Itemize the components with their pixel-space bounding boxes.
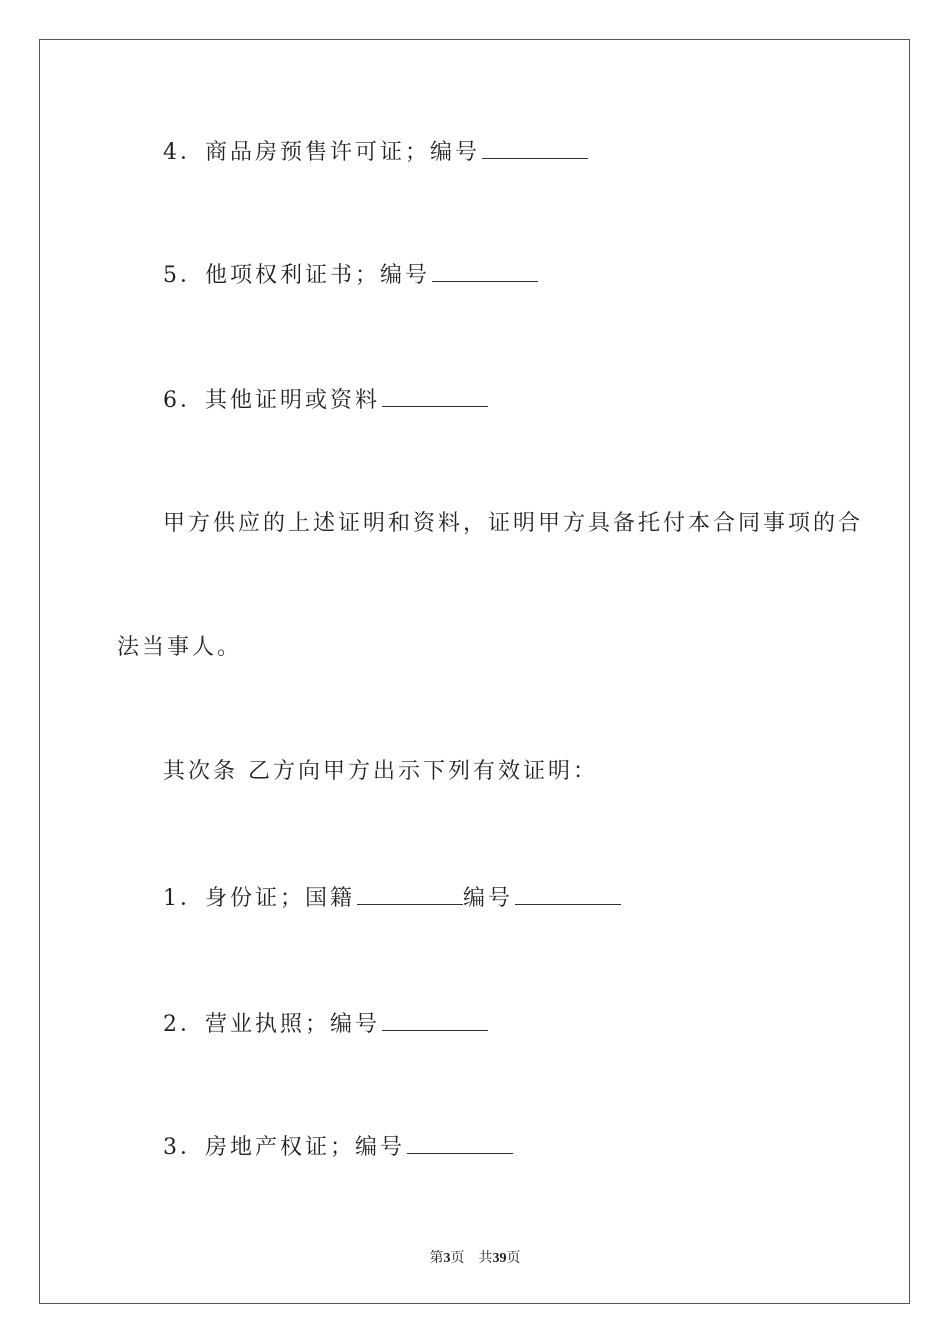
fill-blank[interactable]: [382, 1008, 488, 1031]
fill-blank[interactable]: [382, 384, 488, 407]
item-other-proof-text: 6．其他证明或资料: [163, 388, 380, 413]
page-footer: [0, 1247, 950, 1267]
paragraph-text: 甲方供应的上述证明和资料，证明甲方具备托付本合同事项的合: [163, 511, 864, 536]
item-property-cert-text: 3．房地产权证；编号: [163, 1135, 405, 1160]
item-business-license-text: 2．营业执照；编号: [163, 1012, 380, 1037]
footer-total-pages: 39: [492, 1251, 507, 1266]
article-heading: [163, 758, 598, 786]
item-other-rights-cert-text: 5．他项权利证书；编号: [163, 263, 430, 288]
item-id-card-text: 1．身份证；国籍: [163, 886, 355, 911]
footer-page-number: 3: [443, 1251, 451, 1266]
footer-page-suffix: 页: [450, 1251, 465, 1266]
item-property-cert: [163, 1131, 513, 1162]
fill-blank-nationality[interactable]: [357, 882, 463, 905]
paragraph-text: 法当事人。: [117, 635, 243, 660]
fill-blank[interactable]: [482, 136, 588, 159]
paragraph-line-2: [117, 634, 242, 662]
item-other-rights-cert: [163, 259, 538, 290]
footer-total-suffix: 页: [506, 1251, 521, 1266]
fill-blank[interactable]: [432, 259, 538, 282]
footer-prefix: 第: [429, 1251, 444, 1266]
item-other-proof: [163, 384, 488, 415]
footer-total-prefix: 共: [478, 1251, 493, 1266]
paragraph-line-1: [163, 510, 863, 538]
item-presale-permit: [163, 136, 588, 167]
item-business-license: [163, 1008, 488, 1039]
fill-blank-number[interactable]: [515, 882, 621, 905]
fill-blank[interactable]: [407, 1131, 513, 1154]
item-id-card-number-label: 编号: [463, 886, 514, 911]
article-heading-text: 其次条 乙方向甲方出示下列有效证明：: [163, 759, 598, 784]
item-presale-permit-text: 4．商品房预售许可证；编号: [163, 140, 480, 165]
page-frame: [39, 39, 910, 1304]
item-id-card: [163, 882, 621, 913]
